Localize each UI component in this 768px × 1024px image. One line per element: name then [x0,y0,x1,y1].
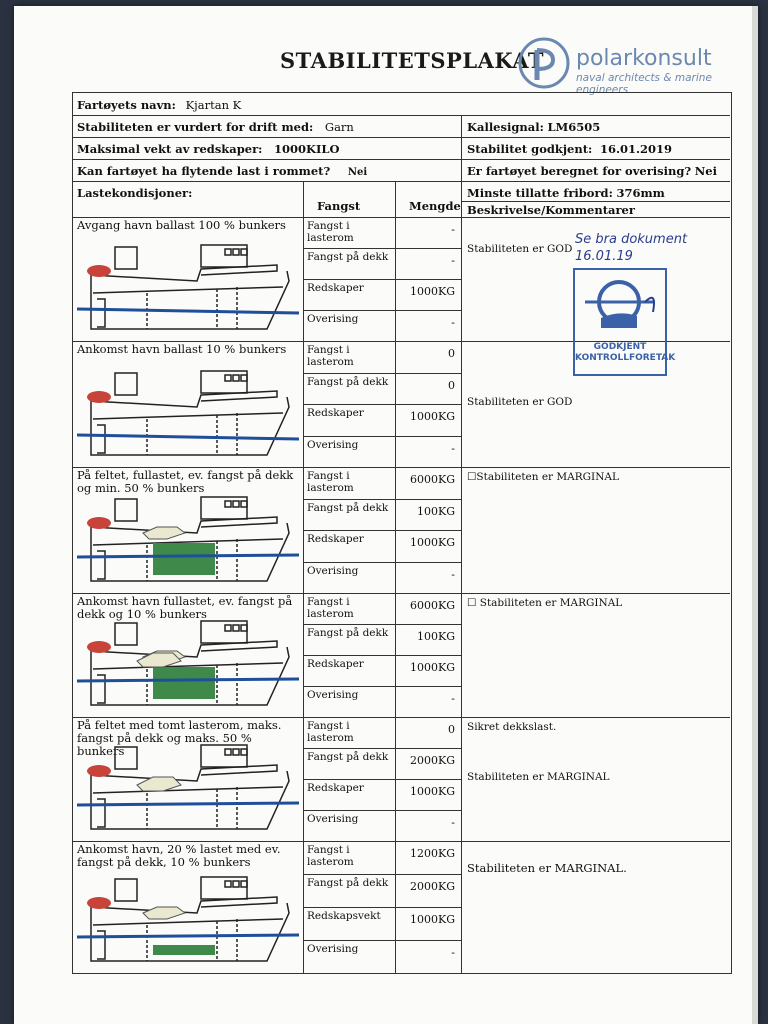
catch-label: Redskaper [307,782,364,794]
catch-label: Fangst på dekk [307,501,389,514]
waterline [77,935,299,937]
amount-value: 1000KG [410,661,455,674]
stability-comment: Stabiliteten er MARGINAL [467,771,610,783]
icing-value: Nei [694,164,717,178]
catch-label: Redskapsvekt [307,910,381,922]
amount-value: - [451,946,455,959]
freeboard-value: 376mm [616,186,665,200]
amount-value: 100KG [416,630,455,643]
amount-value: - [451,567,455,581]
amount-value: 6000KG [410,599,455,612]
page-title: STABILITETSPLAKAT [280,48,545,73]
document-sheet [14,6,758,1024]
catch-label: Fangst på dekk [307,251,389,263]
floating-load-value: Nei [347,167,368,178]
vessel-drawing [77,873,299,969]
document-header [14,6,758,96]
catch-label: Overising [307,813,359,825]
signature-line2: 16.01.19 [575,249,633,264]
handwritten-signature [575,231,687,265]
stamp-line1: GODKJENT [593,342,647,352]
catch-label: Overising [307,943,359,955]
logo-subtitle: naval architects & marine engineers [576,72,712,96]
col-catch: Fangst [317,199,361,213]
signature-line1: Se bra dokument [575,232,688,247]
amount-value: 1000KG [410,410,455,423]
catch-label: Redskaper [307,533,364,545]
catch-label: Fangst i lasterom [307,596,354,620]
polarkonsult-logo-icon [517,36,571,90]
amount-value: - [451,441,455,455]
condition-title: Ankomst havn, 20 % lastet med ev. fangst på dekk, 10 % bunkers [77,842,281,869]
approved-value: 16.01.2019 [599,142,672,156]
amount-value: 0 [448,378,455,392]
col-conditions: Lastekondisjoner: [77,186,193,200]
condition-row [73,93,731,973]
approved-label: Stabilitet godkjent: [467,142,593,156]
floating-load-label: Kan fartøyet ha flytende last i rommet? [77,164,331,178]
amount-value: - [451,223,455,236]
catch-label: Fangst på dekk [307,751,389,763]
hold-cargo [153,945,215,955]
amount-value: 1000KG [410,913,455,926]
catch-label: Fangst på dekk [307,375,389,388]
amount-value: 0 [448,723,455,736]
amount-value: 2000KG [410,754,455,767]
operation-label: Stabiliteten er vurdert for drift med: [77,120,314,134]
condition-title: Ankomst havn ballast 10 % bunkers [77,342,287,356]
catch-label: Fangst i lasterom [307,844,354,868]
stability-form [72,92,732,974]
amount-value: 1000KG [410,285,455,298]
col-amount: Mengde [409,199,461,213]
operation-value: Garn [324,120,354,134]
amount-value: 1000KG [410,536,455,549]
vessel-name-label: Fartøyets navn: [77,98,176,112]
logo-name: polarkonsult [576,46,712,71]
condition-title: På feltet med tomt lasterom, maks. fangst på dekk og maks. 50 % bunkers [77,718,282,758]
stability-comment: Stabiliteten er MARGINAL. [467,861,627,875]
gear-weight-value: 1000KILO [274,142,340,156]
amount-value: - [451,316,455,329]
amount-value: 0 [448,347,455,360]
stamp-line2: KONTROLLFORETAK [575,353,676,363]
condition-title: På feltet, fullastet, ev. fangst på dekk og min. 50 % bunkers [77,468,294,495]
catch-label: Overising [307,564,359,577]
amount-value: 100KG [416,504,455,518]
catch-label: Overising [307,689,359,701]
amount-value: - [451,254,455,267]
stability-comment: ☐ Stabiliteten er MARGINAL [467,597,623,609]
catch-label: Fangst i lasterom [307,344,354,368]
icing-label: Er fartøyet beregnet for overising? [467,164,692,178]
amount-value: - [451,816,455,829]
catch-label: Redskaper [307,658,364,670]
catch-label: Redskaper [307,407,364,419]
catch-label: Redskaper [307,282,364,294]
amount-value: - [451,692,455,705]
catch-label: Overising [307,438,359,451]
stability-comment: Stabiliteten er GOD [467,243,573,255]
deck-cargo [143,907,185,919]
amount-value: 6000KG [410,473,455,486]
col-comments: Beskrivelse/Kommentarer [467,203,635,217]
callsign-value: LM6505 [547,120,601,134]
navigation-light [87,897,111,909]
catch-label: Overising [307,313,359,325]
condition-title: Ankomst havn fullastet, ev. fangst på dekk og 10 % bunkers [77,594,293,621]
amount-value: 1000KG [410,785,455,798]
amount-value: 1200KG [410,847,455,860]
sheet-edge [752,6,758,1024]
comment-note: Sikret dekkslast. [467,721,557,733]
callsign-label: Kallesignal: [467,120,544,134]
amount-value: 2000KG [410,880,455,893]
approval-stamp [573,268,676,376]
catch-label: Fangst i lasterom [307,220,354,244]
stability-comment: ☐Stabiliteten er MARGINAL [467,471,619,483]
condition-title: Avgang havn ballast 100 % bunkers [77,218,286,232]
freeboard-label: Minste tillatte fribord: [467,186,613,200]
catch-label: Fangst på dekk [307,877,389,889]
stability-comment: Stabiliteten er GOD [467,396,573,408]
gear-weight-label: Maksimal vekt av redskaper: [77,142,263,156]
catch-label: Fangst i lasterom [307,720,354,744]
catch-label: Fangst i lasterom [307,470,354,494]
vessel-name-value: Kjartan K [185,98,242,112]
catch-label: Fangst på dekk [307,627,389,639]
stamp-emblem-icon [575,272,665,336]
